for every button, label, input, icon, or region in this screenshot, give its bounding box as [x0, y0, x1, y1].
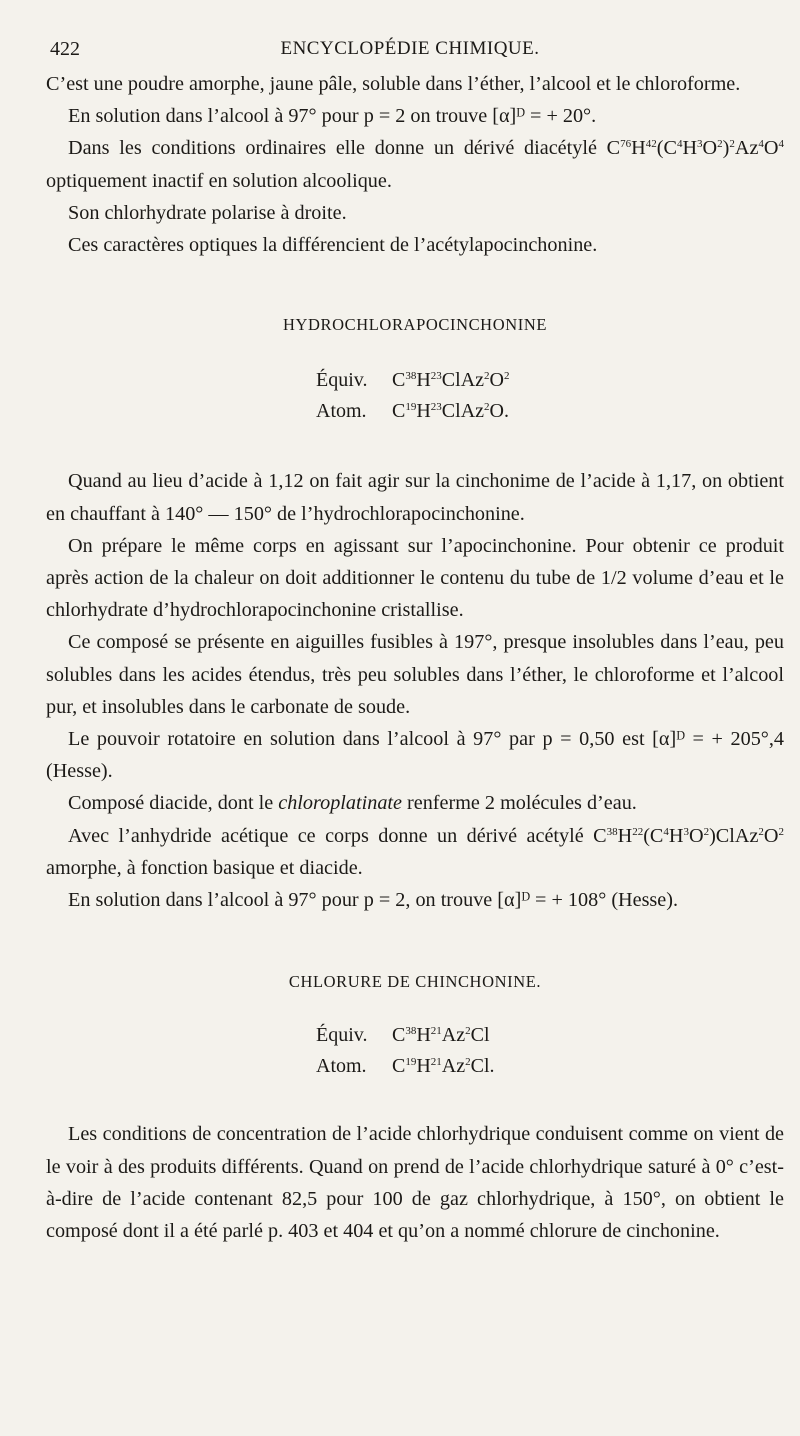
- section-heading-chlorure-de-chinchonine: CHLORURE DE CHINCHONINE.: [288, 972, 542, 992]
- section1-paragraph-3: Ce composé se présente en aiguilles fusibles à 197°, presque insolubles dans l’eau, peu solubles dans les acides étendus, très peu solubles dans l’éther, le chloroforme et l’alcool pur, et insolubles dans le carbonate de soude.: [46, 631, 784, 718]
- intro-p3-text-b: optiquement inactif en solution alcoolique.: [46, 169, 392, 192]
- intro-paragraph-4: Son chlorhydrate polarise à droite.: [68, 201, 347, 224]
- equiv-formula-2: Équiv. $C^{38}H^{21}Az^2Cl$: [46, 1020, 784, 1051]
- page-body: [46, 68, 784, 1247]
- section1-paragraph-5: [46, 787, 784, 819]
- chloroplatinate-term: chloroplatinate: [278, 792, 402, 815]
- intro-paragraph-1: C’est une poudre amorphe, jaune pâle, soluble dans l’éther, l’alcool et le chloroforme.: [46, 73, 741, 95]
- atom-formula-2: Atom. $C^{19}H^{21}Az^2Cl$.: [46, 1051, 784, 1082]
- equiv-label: Équiv.: [316, 369, 368, 392]
- section1-paragraph-1: Quand au lieu d’acide à 1,12 on fait agir sur la cinchonime de l’acide à 1,17, on obtient en chauffant à 140° — 150° de l’hydrochlorapocinchonine.: [46, 470, 784, 525]
- intro-paragraph-2: En solution dans l’alcool à 97° pour p = 2 on trouve [α]ᴰ = + 20°.: [68, 105, 597, 128]
- intro-paragraph-5: Ces caractères optiques la différencient de l’acétylapocinchonine.: [68, 234, 598, 257]
- page-number: 422: [50, 38, 80, 60]
- section1-paragraph-6: Avec l’anhydride acétique ce corps donne un dérivé acétylé $C^{38}H^{22}(C^4H^3O^2)ClAz^2O^2$ amorphe, à fonction basique et diacide.: [46, 824, 784, 879]
- section1-paragraph-7: En solution dans l’alcool à 97° pour p = 2, on trouve [α]ᴰ = + 108° (Hesse).: [68, 889, 679, 912]
- atom-label: Atom.: [316, 1055, 367, 1078]
- section1-p6-text-b: amorphe, à fonction basique et diacide.: [46, 856, 363, 879]
- section2-paragraph-1: Les conditions de concentration de l’acide chlorhydrique conduisent comme on vient de le voir à des produits différents. Quand on prend de l’acide chlorhydrique saturé à 0° c’est-à-dire de l’acide contenant 82,5 pour 100 de gaz chlorhydrique, à 150°, on obtient le composé dont il a été parlé p. 403 et 404 et qu’on a nommé chlorure de cinchonine.: [46, 1123, 784, 1243]
- atom-label: Atom.: [316, 400, 367, 423]
- equiv-label: Équiv.: [316, 1024, 368, 1047]
- equiv-formula-1: Équiv. $C^{38}H^{23}ClAz^2O^2$: [46, 365, 784, 396]
- running-title: ENCYCLOPÉDIE CHIMIQUE.: [280, 38, 540, 59]
- intro-p3-text-a: Dans les conditions ordinaires elle donne un dérivé diacétylé C: [68, 137, 621, 160]
- page-header: [50, 38, 770, 64]
- section1-p6-text-a: Avec l’anhydride acétique ce corps donne un dérivé acétylé C: [68, 824, 607, 847]
- intro-paragraph-3: Dans les conditions ordinaires elle donne un dérivé diacétylé $C^{76}H^{42}(C^4H^3O^2)^2Az^4O^4$ optiquement inactif en solution alcoolique.: [46, 137, 784, 192]
- atom-formula-1: Atom. $C^{19}H^{23}ClAz^2O$.: [46, 396, 784, 427]
- section1-p5-pre: Composé diacide, dont le: [68, 792, 279, 815]
- section1-paragraph-4: Le pouvoir rotatoire en solution dans l’alcool à 97° par p = 0,50 est [α]ᴰ = + 205°,4 (Hesse).: [46, 728, 784, 783]
- section-heading-hydrochlorapocinchonine: HYDROCHLORAPOCINCHONINE: [282, 315, 548, 335]
- section1-p5-post: renferme 2 molécules d’eau.: [401, 792, 637, 815]
- section1-paragraph-2: On prépare le même corps en agissant sur l’apocinchonine. Pour obtenir ce produit après action de la chaleur on doit additionner le contenu du tube de 1/2 volume d’eau et le chlorhydrate d’hydrochlorapocinchonine cristallise.: [46, 534, 784, 622]
